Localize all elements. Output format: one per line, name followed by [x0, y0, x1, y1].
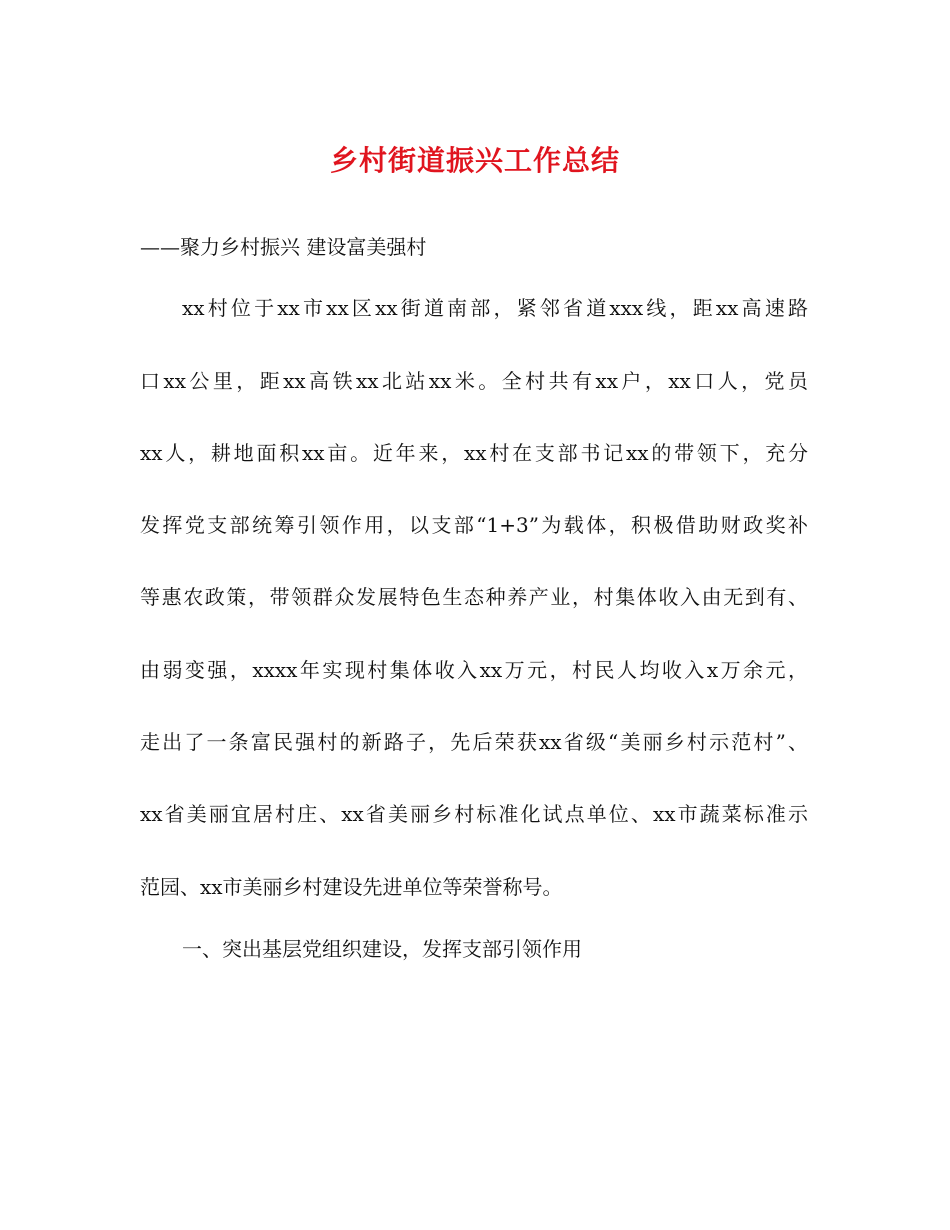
paragraph-line: 走出了一条富民强村的新路子，先后荣获xx省级“美丽乡村示范村”、 [140, 730, 808, 754]
section-heading: 一、突出基层党组织建设，发挥支部引领作用 [182, 937, 582, 961]
paragraph-line: 范园、xx市美丽乡村建设先进单位等荣誉称号。 [140, 875, 563, 899]
paragraph-line: xx村位于xx市xx区xx街道南部，紧邻省道xxx线，距xx高速路 [182, 296, 808, 320]
paragraph-line: xx人，耕地面积xx亩。近年来，xx村在支部书记xx的带领下，充分 [140, 441, 808, 465]
document-subtitle: ——聚力乡村振兴 建设富美强村 [140, 235, 427, 259]
paragraph-line: 发挥党支部统筹引领作用，以支部“1+3”为载体，积极借助财政奖补 [140, 513, 808, 537]
paragraph-line: 等惠农政策，带领群众发展特色生态种养产业，村集体收入由无到有、 [140, 585, 808, 609]
paragraph-line: 口xx公里，距xx高铁xx北站xx米。全村共有xx户，xx口人，党员 [140, 369, 808, 393]
document-title: 乡村街道振兴工作总结 [329, 144, 620, 177]
paragraph-line: xx省美丽宜居村庄、xx省美丽乡村标准化试点单位、xx市蔬菜标准示 [140, 802, 808, 826]
paragraph-line: 由弱变强，xxxx年实现村集体收入xx万元，村民人均收入x万余元， [140, 658, 808, 682]
